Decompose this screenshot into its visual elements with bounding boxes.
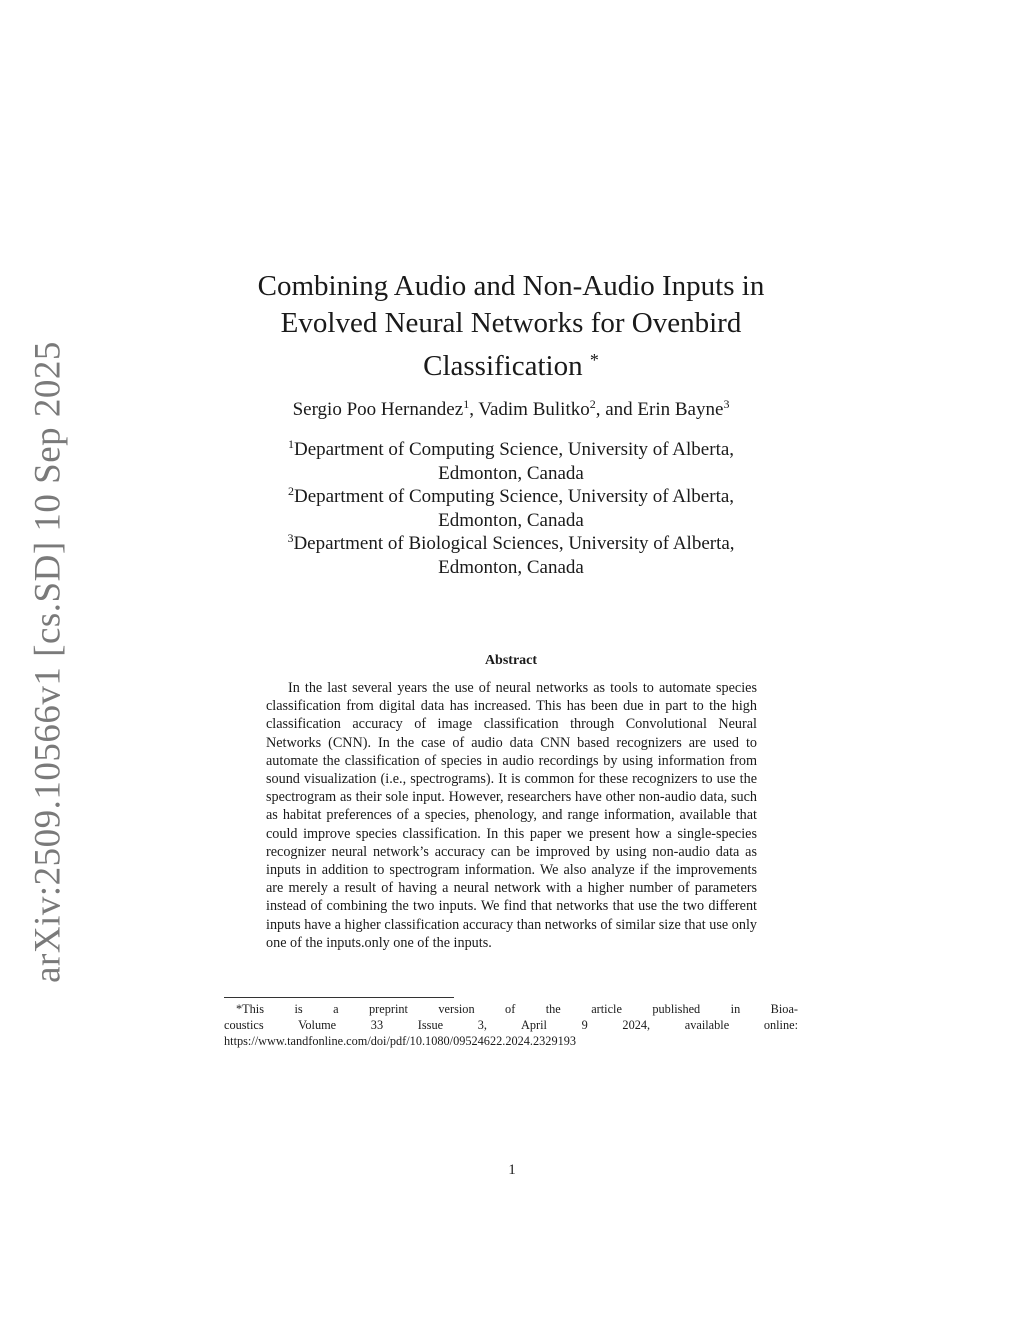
affiliation-line bbox=[250, 438, 772, 462]
affiliation-number: 3 bbox=[287, 531, 294, 545]
page-number: 1 bbox=[508, 1162, 516, 1178]
abstract-body: In the last several years the use of neural networks as tools to automate species classification from digital data has increased. This has been due in part to the high classification accuracy of image classification through Convolutional Neural Networks (CNN). In the case of audio data CNN based recognizers are used to automate the classification of species in audio recordings by using information from sound visualization (i.e., spectrograms). It is common for these recognizers to use the spectrogram as their sole input. However, researchers have other non-audio data, such as habitat preferences of a species, phenology, and range information, available that could improve species classification. In this paper we present how a single-species recognizer neural network’s accuracy can be improved by using non-audio data as inputs in addition to spectrogram information. We also analyze if the improvements are merely a result of having a neural network with a higher number of parameters instead of combining the two inputs. We find that networks that use the two different inputs have a higher classification accuracy than networks of similar size that use only one of the inputs.only one of the inputs. bbox=[266, 680, 757, 951]
affiliation-city: Edmonton, Canada bbox=[438, 509, 584, 531]
author-affiliation-mark: 1 bbox=[463, 397, 470, 411]
affiliation-text: Department of Biological Sciences, University of Alberta, bbox=[293, 533, 735, 554]
affiliation-line bbox=[250, 532, 772, 556]
abstract-heading: Abstract bbox=[484, 653, 538, 668]
footnote-line-2: coustics Volume 33 Issue 3, April 9 2024, available online: bbox=[224, 1018, 798, 1032]
affiliation-line bbox=[250, 485, 772, 509]
author-name: Sergio Poo Hernandez bbox=[292, 399, 464, 420]
author-name: Erin Bayne bbox=[637, 399, 724, 420]
affiliation-city: Edmonton, Canada bbox=[438, 556, 584, 578]
footnote-rule bbox=[224, 997, 454, 998]
title-line-1: Combining Audio and Non-Audio Inputs in bbox=[257, 270, 765, 302]
author-list bbox=[250, 397, 772, 423]
affiliation-list bbox=[250, 438, 772, 579]
author-affiliation-mark: 3 bbox=[723, 397, 730, 411]
author-name: Vadim Bulitko bbox=[478, 399, 590, 420]
footnote-link[interactable]: https://www.tandfonline.com/doi/pdf/10.1080/09524622.2024.2329193 bbox=[224, 1034, 577, 1048]
footnote-line-1: *This is a preprint version of the article published in Bioa- bbox=[236, 1002, 798, 1016]
arxiv-identifier: arXiv:2509.10566v1 [cs.SD] 10 Sep 2025 bbox=[27, 341, 69, 983]
title-line-3-text: Classification bbox=[423, 350, 583, 382]
paper-title bbox=[250, 268, 772, 385]
affiliation-text: Department of Computing Science, University of Alberta, bbox=[293, 439, 735, 460]
title-line-2: Evolved Neural Networks for Ovenbird bbox=[280, 307, 742, 339]
affiliation-number: 1 bbox=[287, 437, 294, 451]
title-line-3 bbox=[250, 342, 772, 385]
author-separator: , and bbox=[595, 399, 638, 420]
affiliation-city: Edmonton, Canada bbox=[438, 462, 584, 484]
footnote bbox=[224, 1001, 798, 1049]
author-affiliation-mark: 2 bbox=[589, 397, 596, 411]
affiliation-number: 2 bbox=[287, 484, 294, 498]
author-separator: , bbox=[469, 399, 479, 420]
title-footnote-mark: * bbox=[589, 350, 599, 370]
affiliation-text: Department of Computing Science, University of Alberta, bbox=[293, 486, 735, 507]
